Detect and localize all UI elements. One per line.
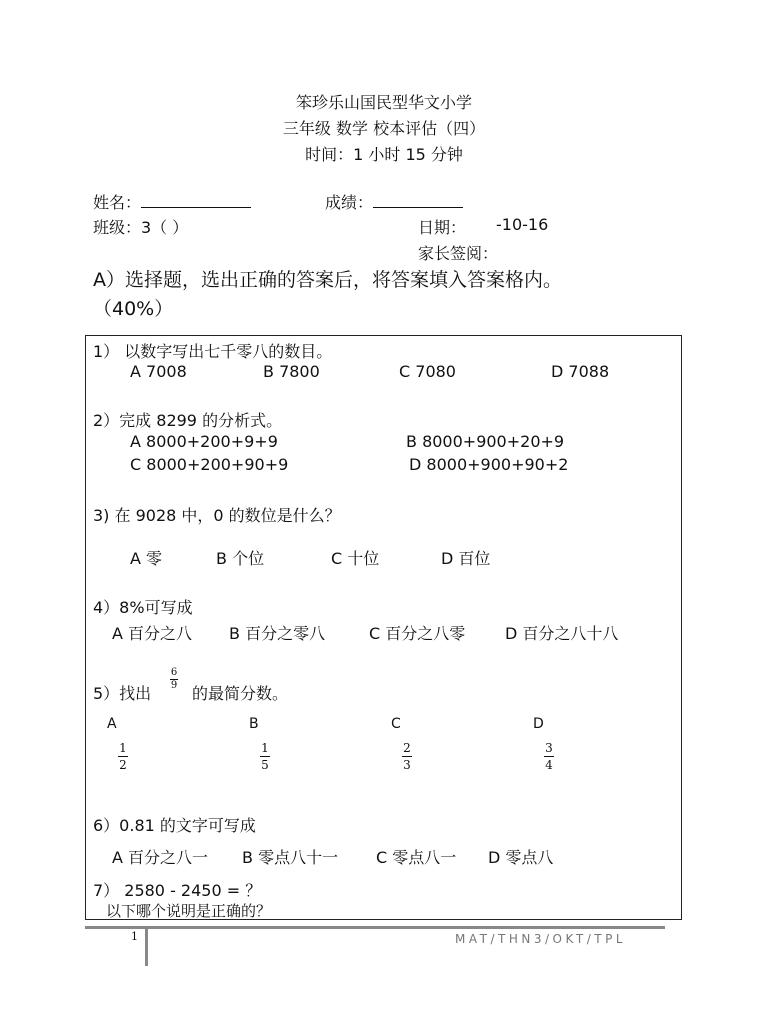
- score-blank: [373, 193, 463, 208]
- q5-option-b-fraction: [260, 742, 270, 771]
- exam-duration: 时间：1 小时 15 分钟: [305, 145, 463, 164]
- q6-option-c: C 零点八一: [376, 848, 457, 867]
- question-5-text-after: 的最简分数。: [192, 684, 289, 703]
- q6-option-d: D 零点八: [488, 848, 554, 867]
- q5-a-denominator: 2: [119, 758, 127, 772]
- q5-option-a-fraction: [118, 742, 128, 771]
- q6-option-b: B 零点八十一: [242, 848, 339, 867]
- q4-option-b: B 百分之零八: [229, 624, 326, 643]
- q4-option-a: A 百分之八: [112, 624, 193, 643]
- q3-option-c: C 十位: [331, 549, 380, 568]
- question-1-text: 1） 以数字写出七千零八的数目。: [93, 342, 333, 361]
- q2-option-c: C 8000+200+90+9: [130, 455, 289, 474]
- question-5-text-before: 5）找出: [93, 684, 152, 703]
- class-label: 班级：3（ ）: [93, 218, 189, 237]
- score-field: [325, 190, 463, 213]
- question-2-text: 2）完成 8299 的分析式。: [93, 411, 283, 430]
- section-weight: （40%）: [93, 298, 174, 320]
- date-label: 日期：: [418, 218, 467, 237]
- q1-option-c: C 7080: [399, 362, 456, 381]
- q3-option-b: B 个位: [216, 549, 265, 568]
- q5-c-numerator: 2: [403, 741, 411, 755]
- q5-target-numerator: 6: [170, 667, 178, 678]
- q5-b-numerator: 1: [261, 741, 269, 755]
- q4-option-d: D 百分之八十八: [505, 624, 619, 643]
- date-value: -10-16: [496, 215, 549, 234]
- q5-option-d-label: D: [533, 716, 544, 732]
- name-blank: [141, 193, 251, 208]
- fraction-bar: [260, 756, 270, 757]
- q5-c-denominator: 3: [403, 758, 411, 772]
- school-name: 笨珍乐山国民型华文小学: [295, 93, 472, 112]
- score-label: 成绩：: [325, 193, 374, 212]
- q5-option-b-label: B: [249, 716, 259, 732]
- q5-b-denominator: 5: [261, 758, 269, 772]
- page-number: 1: [131, 930, 138, 943]
- name-label: 姓名：: [93, 193, 142, 212]
- question-6-text: 6）0.81 的文字可写成: [93, 816, 256, 835]
- q3-option-a: A 零: [130, 549, 163, 568]
- q5-option-c-fraction: [402, 742, 412, 771]
- question-4-text: 4）8%可写成: [93, 598, 193, 617]
- q5-target-denominator: 9: [170, 680, 178, 691]
- q4-option-c: C 百分之八零: [369, 624, 466, 643]
- fraction-bar: [402, 756, 412, 757]
- name-field: [93, 190, 251, 213]
- q1-option-d: D 7088: [551, 362, 610, 381]
- q5-option-d-fraction: [544, 742, 554, 771]
- q5-option-c-label: C: [391, 716, 401, 732]
- q1-option-b: B 7800: [263, 362, 320, 381]
- q5-d-numerator: 3: [545, 741, 553, 755]
- q6-option-a: A 百分之八一: [112, 848, 209, 867]
- question-7-subtext: 以下哪个说明是正确的？: [106, 902, 272, 920]
- q5-a-numerator: 1: [119, 741, 127, 755]
- q3-option-d: D 百位: [441, 549, 491, 568]
- parent-signature-label: 家长签阅：: [418, 244, 499, 263]
- q5-target-fraction: [170, 668, 178, 691]
- q5-d-denominator: 4: [545, 758, 553, 772]
- q2-option-b: B 8000+900+20+9: [406, 432, 565, 451]
- q5-option-a-label: A: [107, 716, 117, 732]
- q2-option-a: A 8000+200+9+9: [130, 432, 278, 451]
- footer-divider: [145, 926, 148, 966]
- fraction-bar: [118, 756, 128, 757]
- question-3-text: 3) 在 9028 中，0 的数位是什么？: [93, 506, 341, 525]
- exam-title: 三年级 数学 校本评估（四）: [282, 119, 486, 138]
- section-title: A）选择题，选出正确的答案后，将答案填入答案格内。: [93, 269, 562, 291]
- footer-rule: [85, 926, 665, 929]
- fraction-bar: [544, 756, 554, 757]
- document-code: MAT/THN3/OKT/TPL: [455, 932, 627, 946]
- question-7-text: 7） 2580 - 2450 = ？: [93, 881, 262, 900]
- q1-option-a: A 7008: [130, 362, 187, 381]
- q2-option-d: D 8000+900+90+2: [409, 455, 569, 474]
